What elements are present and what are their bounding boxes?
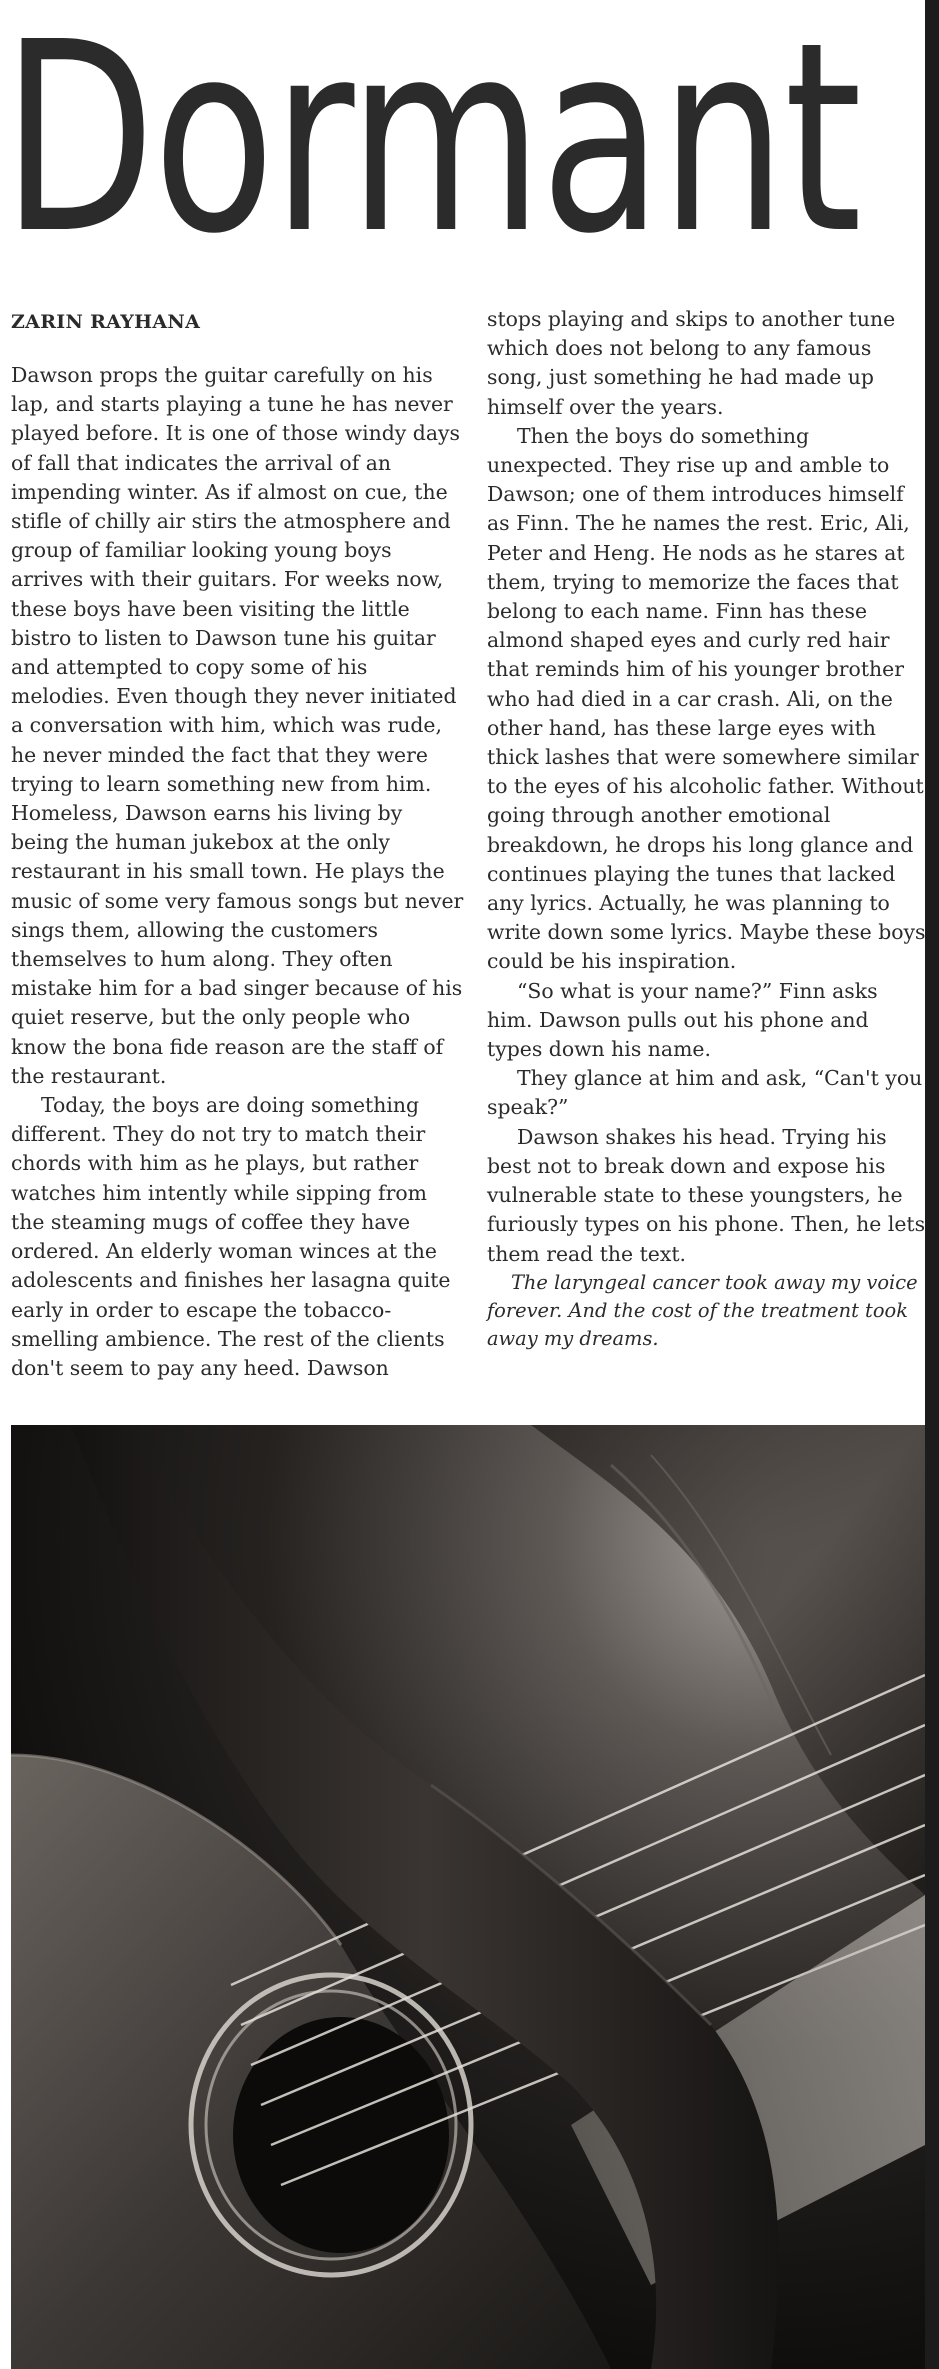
paragraph: Dawson shakes his head. Trying his best not to break down and expose his vulnerable state to these youngsters, he furiously types on his phone. Then, he lets them read the text. [487, 1124, 926, 1266]
right-column [487, 305, 927, 1353]
guitar-illustration [11, 1425, 925, 2369]
paragraph: Today, the boys are doing something different. They do not try to match their chords with him as he plays, but rather watches him intently while sipping from the steaming mugs of coffee they have ordered. An elderly woman winces at the adolescents and finishes her lasagna quite early in order to escape the tobacco-smelling ambience. The rest of the clients don't seem to pay any heed. Dawson [11, 1093, 451, 1380]
byline: ZARIN RAYHANA [11, 311, 201, 333]
guitar-photo [11, 1425, 925, 2369]
paragraph: “So what is your name?” Finn asks him. Dawson pulls out his phone and types down his name. [487, 978, 878, 1062]
paragraph: They glance at him and ask, “Can't you speak?” [487, 1066, 923, 1120]
paragraph: Dawson props the guitar carefully on his lap, and starts playing a tune he has never played before. It is one of those windy days of fall that indicates the arrival of an impending winter. As if almost on cue, the stifle of chilly air stirs the atmosphere and group of familiar looking young boys arrives with their guitars. For weeks now, these boys have been visiting the little bistro to listen to Dawson tune his guitar and attempted to copy some of his melodies. Even though they never initiated a conversation with him, which was rude, he never minded the fact that they were trying to learn something new from him. Homeless, Dawson earns his living by being the human jukebox at the only restaurant in his small town. He plays the music of some very famous songs but never sings them, allowing the customers themselves to hum along. They often mistake him for a bad singer because of his quiet reserve, but the only people who know the bona fide reason are the staff of the restaurant. [11, 363, 464, 1088]
page-edge-bar [925, 0, 939, 2369]
quote-paragraph: The laryngeal cancer took away my voice forever. And the cost of the treatment took away my dreams. [487, 1270, 918, 1350]
left-column [11, 305, 466, 1383]
paragraph: stops playing and skips to another tune which does not belong to any famous song, just something he had made up himself over the years. [487, 307, 896, 419]
article-title: Dormant [2, 0, 860, 291]
paragraph: Then the boys do something unexpected. They rise up and amble to Dawson; one of them introduces himself as Finn. The he names the rest. Eric, Ali, Peter and Heng. He nods as he stares at them, trying to memorize the faces that belong to each name. Finn has these almond shaped eyes and curly red hair that reminds him of his younger brother who had died in a car crash. Ali, on the other hand, has these large eyes with thick lashes that were somewhere similar to the eyes of his alcoholic father. Without going through another emotional breakdown, he drops his long glance and continues playing the tunes that lacked any lyrics. Actually, he was planning to write down some lyrics. Maybe these boys could be his inspiration. [487, 423, 926, 974]
